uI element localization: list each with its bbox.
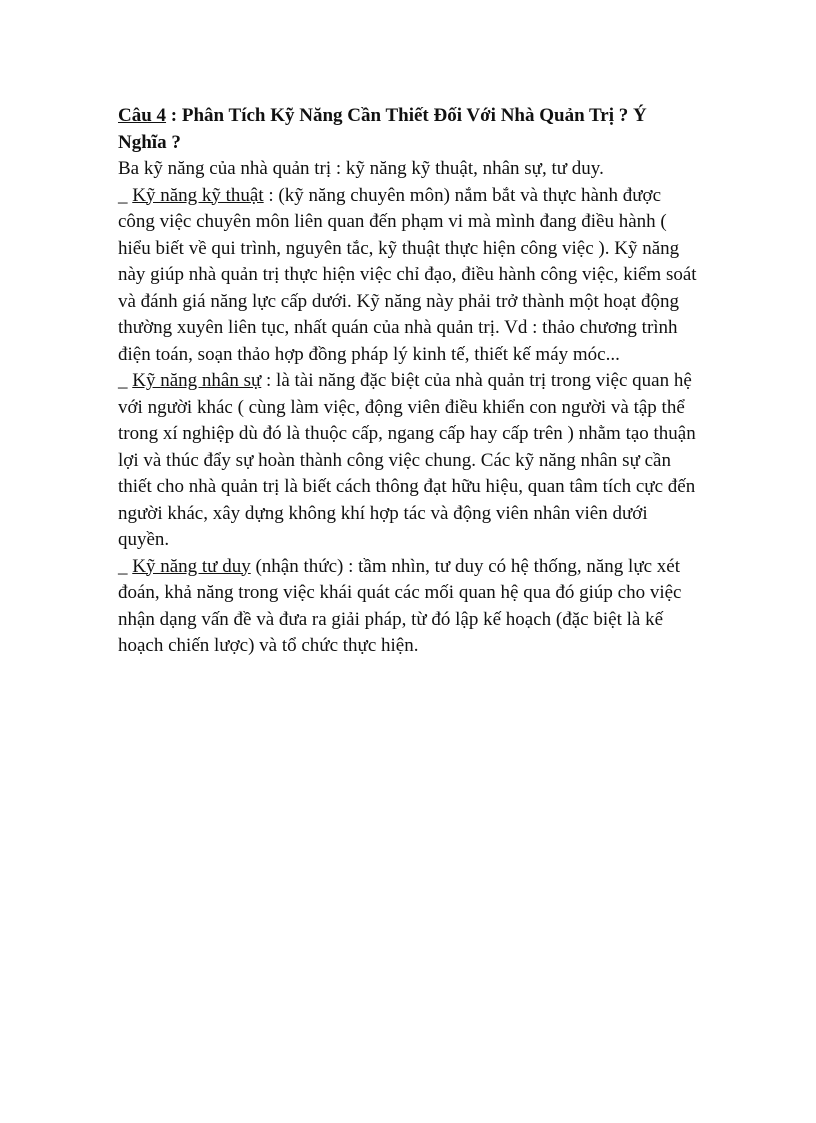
question-title: : Phân Tích Kỹ Năng Cần Thiết Đối Với Nhà Quản Trị ? Ý Nghĩa ? [118, 105, 647, 153]
skill-human-term: Kỹ năng nhân sự [132, 370, 262, 391]
skill-conceptual-text: (nhận thức) : tầm nhìn, tư duy có hệ thống, năng lực xét đoán, khả năng trong việc khái quát các mối quan hệ qua đó giúp cho việc nhận dạng vấn đề và đưa ra giải pháp, từ đó lập kế hoạch (đặc biệt là kế hoạch chiến lược) và tổ chức thực hiện. [118, 555, 682, 656]
skill-technical-text: : (kỹ năng chuyên môn) nắm bắt và thực hành được công việc chuyên môn liên quan đến phạm vi mà mình đang điều hành ( hiểu biết về qui trình, nguyên tắc, kỹ thuật thực hiện công việc ). Kỹ năng này giúp nhà quản trị thực hiện việc chỉ đạo, điều hành công việc, kiểm soát và đánh giá năng lực cấp dưới. Kỹ năng này phải trở thành một hoạt động thường xuyên liên tục, nhất quán của nhà quản trị. Vd : thảo chương trình điện toán, soạn thảo hợp đồng pháp lý kinh tế, thiết kế máy móc... [118, 184, 697, 365]
question-heading [118, 103, 700, 156]
skill-technical-paragraph [118, 183, 700, 369]
intro-paragraph: Ba kỹ năng của nhà quản trị : kỹ năng kỹ thuật, nhân sự, tư duy. [118, 158, 604, 179]
bullet-prefix: _ [118, 370, 133, 391]
skill-human-paragraph [118, 368, 700, 554]
skill-conceptual-paragraph [118, 554, 700, 660]
skill-human-text: : là tài năng đặc biệt của nhà quản trị trong việc quan hệ với người khác ( cùng làm việc, động viên điều khiển con người và tập thể trong xí nghiệp dù đó là thuộc cấp, ngang cấp hay cấp trên ) nhằm tạo thuận lợi và thúc đẩy sự hoàn thành công việc chung. Các kỹ năng nhân sự cần thiết cho nhà quản trị là biết cách thông đạt hữu hiệu, quan tâm tích cực đến người khác, xây dựng không khí hợp tác và động viên nhân viên dưới quyền. [118, 370, 696, 550]
document-page [118, 103, 700, 660]
bullet-prefix: _ [118, 555, 133, 577]
skill-technical-term: Kỹ năng kỹ thuật [132, 184, 264, 206]
skill-conceptual-term: Kỹ năng tư duy [132, 555, 251, 577]
bullet-prefix: _ [118, 184, 133, 206]
question-label: Câu 4 [118, 105, 167, 126]
